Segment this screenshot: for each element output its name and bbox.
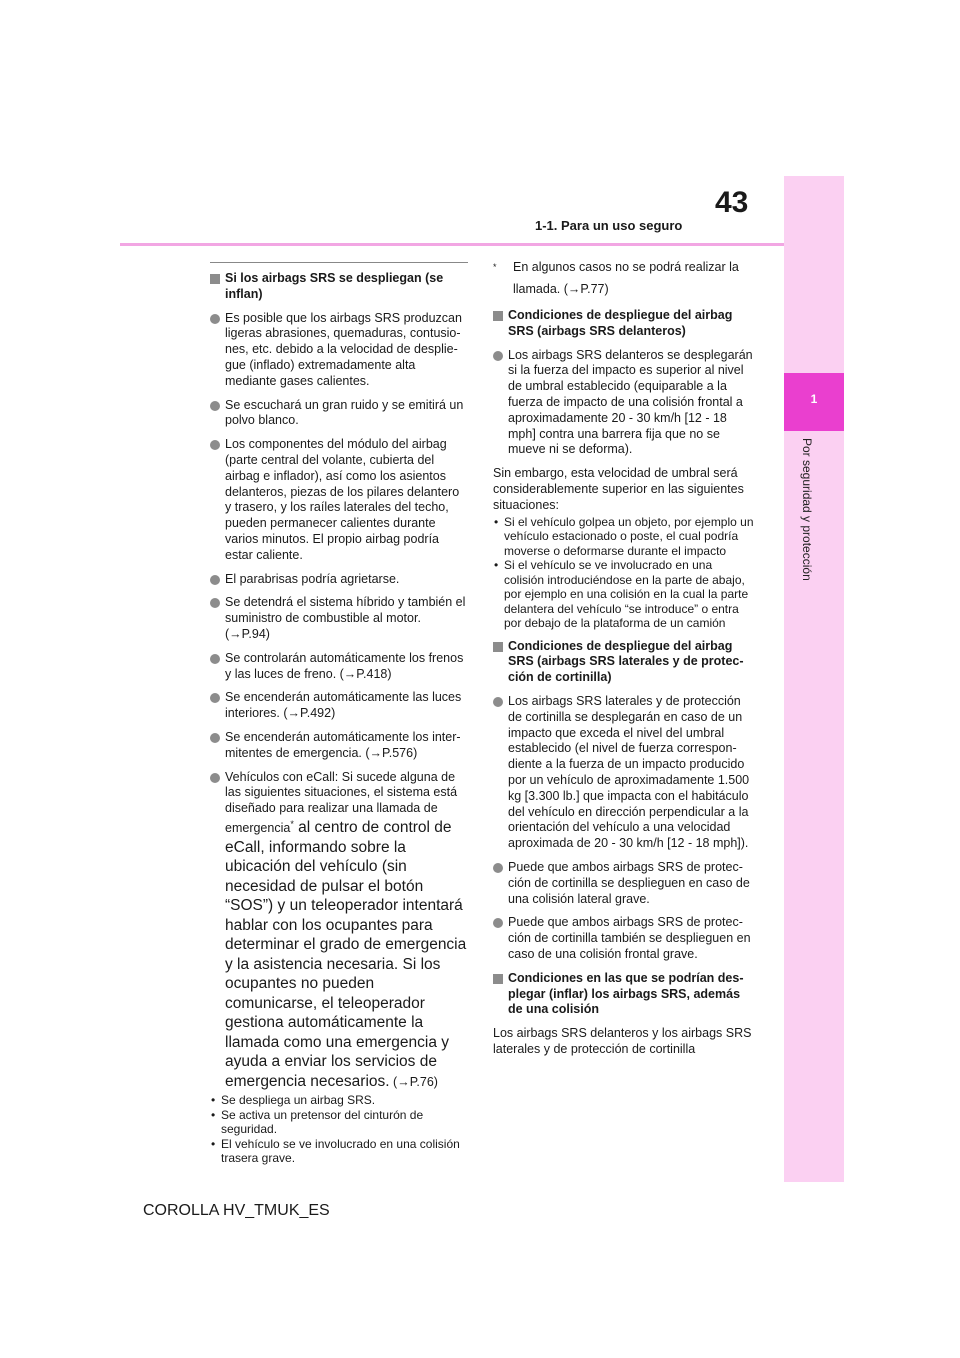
- paragraph: Los airbags SRS delanteros y los airbags SRS laterales y de protección de cortinilla: [493, 1026, 752, 1056]
- sub-list-item: • Si el vehículo se ve involucrado en una colisión introduciéndose en la parte de abajo, por ejemplo en una colisión en la cual la parte delantera del vehículo “se introduce” o entra por debajo de la plataforma de un camión: [493, 558, 755, 631]
- list-item-text: Se encenderán automáticamente los intermitentes de emergencia. (→P.576): [225, 729, 461, 760]
- list-item: [493, 860, 755, 907]
- list-item-text: El parabrisas podría agrietarse.: [225, 571, 400, 586]
- footnote-marker: *: [290, 818, 294, 829]
- bullet-dot-icon: [493, 863, 503, 873]
- sub-list-item: • El vehículo se ve involucrado en una colisión trasera grave.: [210, 1137, 468, 1166]
- paragraph: Sin embargo, esta velocidad de umbral será considerablemente superior en las siguientes situaciones:: [493, 466, 744, 512]
- header-rule: [120, 243, 784, 246]
- bullet-dot-icon: [210, 733, 220, 743]
- list-item: [210, 730, 468, 762]
- footnote: [493, 256, 755, 300]
- list-item-ecall: [210, 770, 468, 1092]
- list-item: [493, 915, 755, 962]
- list-item: [210, 690, 468, 722]
- bullet-dot-icon: [210, 598, 220, 608]
- list-item: [210, 437, 468, 563]
- heading-side-curtain-airbags: Condiciones de despliegue del airbag SRS (airbags SRS laterales y de protección de cortinilla): [493, 639, 755, 686]
- list-item-text: Se escuchará un gran ruido y se emitirá un polvo blanco.: [225, 397, 464, 428]
- list-item-text-large: al centro de control de eCall, informando sobre la ubicación del vehículo (sin necesidad de pulsar el botón “SOS”) y un teleoperador intentará hablar con los ocupantes para determinar el grado de emergencia y la asistencia necesaria. Si los ocupantes no pueden comunicarse, el teleoperador gestiona automáticamente la llamada como una emergencia y ayuda a enviar los servicios de emergencia necesarios.: [225, 819, 467, 1090]
- list-item-text: Puede que ambos airbags SRS de protección de cortinilla se desplieguen en caso de una colisión lateral grave.: [508, 859, 750, 906]
- right-column: [493, 256, 755, 1059]
- list-item-text: Vehículos con eCall: Si sucede alguna de las siguientes situaciones, el sistema está diseñado para realizar una llamada de emergencia: [225, 769, 458, 836]
- heading-front-airbags: Condiciones de despliegue del airbag SRS (airbags SRS delanteros): [493, 308, 755, 340]
- bullet-dot-icon: [493, 351, 503, 361]
- list-item: [210, 572, 468, 588]
- footnote-text: En algunos casos no se podrá realizar la llamada. (→P.77): [513, 260, 739, 296]
- footer-model-id: COROLLA HV_TMUK_ES: [143, 1202, 330, 1219]
- list-item-text: Se detendrá el sistema híbrido y también el suministro de combustible al motor. (→P.94): [225, 595, 466, 641]
- list-item-text: Se encenderán automáticamente las luces interiores. (→P.492): [225, 690, 462, 721]
- heading-airbags-deploy: Si los airbags SRS se despliegan (se inflan): [210, 271, 468, 303]
- page-number: 43: [715, 186, 749, 219]
- list-item-text: Los airbags SRS delanteros se desplegarán si la fuerza del impacto es superior al nivel de umbral establecido (equiparable a la fuerza de impacto de una colisión frontal a aproximadamente 20 - 30 km/h [12 - 18 mph] contra una barrera fija que no se mueve ni se deforma).: [508, 347, 753, 457]
- list-item-text: Es posible que los airbags SRS produzcan ligeras abrasiones, quemaduras, contusiones, etc. debido a la velocidad de despliegue (inflado) extremadamente alta mediante gases calientes.: [225, 310, 462, 388]
- side-tab: [784, 176, 844, 1182]
- list-item-text: Puede que ambos airbags SRS de protección de cortinilla también se desplieguen en caso de una colisión frontal grave.: [508, 915, 751, 961]
- chapter-number: 1: [810, 392, 818, 406]
- section-title: 1-1. Para un uso seguro: [535, 218, 683, 233]
- left-column: [210, 262, 468, 1166]
- sub-list-item: • Se activa un pretensor del cinturón de seguridad.: [210, 1108, 468, 1137]
- heading-other-deploy-conditions: Condiciones en las que se podrían desplegar (inflar) los airbags SRS, además de una colisión: [493, 971, 755, 1018]
- sub-list-item: • Se despliega un airbag SRS.: [210, 1093, 468, 1108]
- list-item: [210, 398, 468, 430]
- chapter-label: Por seguridad y protección: [800, 438, 814, 581]
- bullet-dot-icon: [210, 314, 220, 324]
- list-item: [493, 694, 755, 852]
- bullet-dot-icon: [210, 440, 220, 450]
- list-item: [210, 651, 468, 683]
- bullet-dot-icon: [210, 773, 220, 783]
- list-item: [210, 595, 468, 642]
- column-top-rule: [210, 262, 468, 263]
- footnote-marker: *: [493, 262, 497, 272]
- bullet-dot-icon: [493, 918, 503, 928]
- list-item-text: Los componentes del módulo del airbag (parte central del volante, cubierta del airbag e inflador), así como los asientos delanteros, piezas de los pilares delantero y trasero, y los raíles laterales del techo, pueden permanecer calientes durante varios minutos. El propio airbag podría estar caliente.: [225, 437, 460, 562]
- bullet-dot-icon: [210, 693, 220, 703]
- page-reference: (→P.76): [389, 1074, 438, 1089]
- bullet-dot-icon: [210, 654, 220, 664]
- bullet-dot-icon: [493, 697, 503, 707]
- bullet-dot-icon: [210, 401, 220, 411]
- list-item-text: Los airbags SRS laterales y de protección de cortinilla se desplegarán en caso de un impacto que exceda el nivel del umbral establecido (el nivel de fuerza correspondiente a la fuerza de un impacto producido por un vehículo de aproximadamente 1.500 kg [3.300 lb.] que impacta con el habitáculo del vehículo en dirección perpendicular a la orientación del vehículo a una velocidad aproximada de 20 - 30 km/h [12 - 18 mph]).: [508, 693, 750, 851]
- list-item: [210, 311, 468, 390]
- list-item-text: Se controlarán automáticamente los frenos y las luces de freno. (→P.418): [225, 650, 464, 681]
- sub-list-item: • Si el vehículo golpea un objeto, por ejemplo un vehículo estacionado o poste, el cual podría moverse o deformarse durante el impacto: [493, 515, 755, 559]
- bullet-dot-icon: [210, 575, 220, 585]
- list-item: [493, 348, 755, 459]
